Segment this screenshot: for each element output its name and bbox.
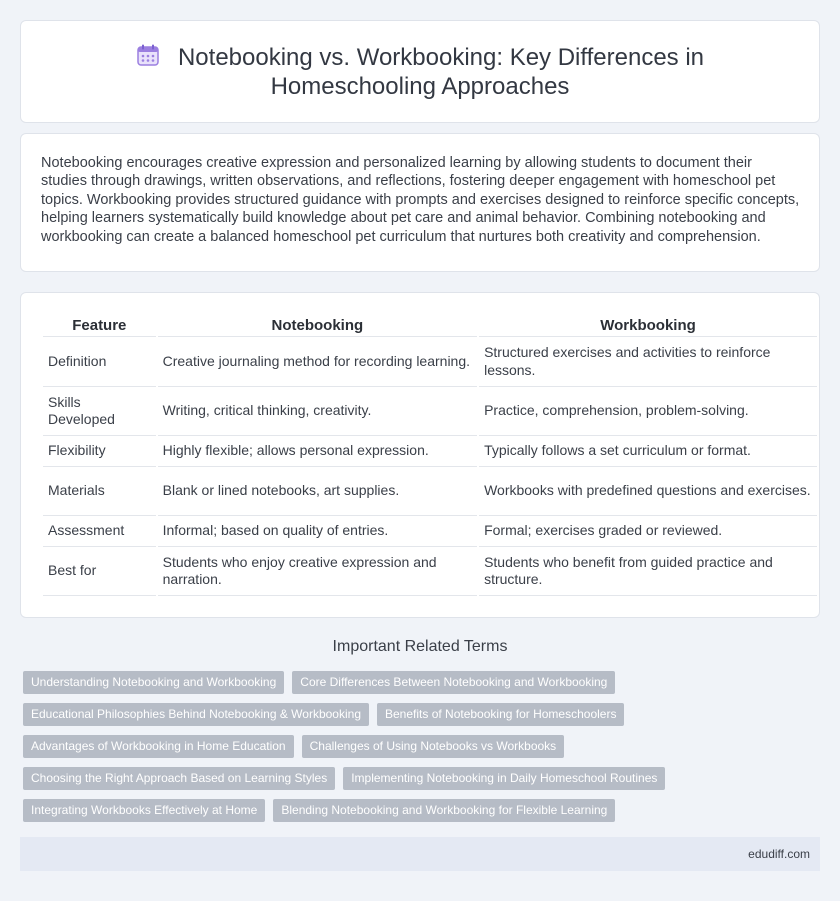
related-term-link[interactable]: Blending Notebooking and Workbooking for Flexible Learning [273, 799, 615, 822]
workbooking-cell: Practice, comprehension, problem-solving. [479, 387, 817, 436]
row-feature-cell: Best for [43, 547, 156, 596]
related-term-link[interactable]: Integrating Workbooks Effectively at Home [23, 799, 265, 822]
table-row [43, 547, 817, 596]
notebooking-cell: Informal; based on quality of entries. [158, 516, 477, 547]
footer-site-link[interactable]: edudiff.com [748, 847, 810, 861]
related-term-link[interactable]: Understanding Notebooking and Workbooking [23, 671, 284, 694]
notebooking-cell: Creative journaling method for recording learning. [158, 337, 477, 387]
column-header-notebooking: Notebooking [158, 315, 477, 337]
table-row [43, 337, 817, 387]
row-feature-cell: Flexibility [43, 436, 156, 467]
calendar-icon [136, 43, 160, 67]
footer-bar [20, 837, 820, 871]
column-header-workbooking: Workbooking [479, 315, 817, 337]
comparison-table-card [20, 292, 820, 618]
related-terms-list [23, 671, 723, 822]
related-terms-heading: Important Related Terms [332, 638, 508, 655]
table-header-row [43, 315, 817, 337]
intro-paragraph: Notebooking encourages creative expression and personalized learning by allowing students to document their studies through drawings, written observations, and reflections, fostering deeper engagement with homeschool pet topics. Workbooking provides structured guidance with prompts and exercises designed to reinforce specific concepts, helping learners systematically build knowledge about pet care and animal behavior. Combining notebooking and workbooking can create a balanced homeschool pet curriculum that nurtures both creativity and comprehension. [41, 155, 800, 245]
notebooking-cell: Writing, critical thinking, creativity. [158, 387, 477, 436]
table-row [43, 436, 817, 467]
row-feature-cell: Definition [43, 337, 156, 387]
workbooking-cell: Workbooks with predefined questions and exercises. [479, 467, 817, 516]
page-title-wrap [21, 43, 819, 101]
workbooking-cell: Students who benefit from guided practice and structure. [479, 547, 817, 596]
row-feature-cell: Materials [43, 467, 156, 516]
related-term-link[interactable]: Educational Philosophies Behind Notebooking & Workbooking [23, 703, 369, 726]
column-header-feature: Feature [43, 315, 156, 337]
related-term-link[interactable]: Core Differences Between Notebooking and Workbooking [292, 671, 615, 694]
table-row [43, 467, 817, 516]
related-term-link[interactable]: Challenges of Using Notebooks vs Workbooks [302, 735, 565, 758]
related-term-link[interactable]: Implementing Notebooking in Daily Homeschool Routines [343, 767, 665, 790]
page-title: Notebooking vs. Workbooking: Key Differences in Homeschooling Approaches [177, 44, 705, 100]
header-card [20, 20, 820, 123]
related-term-link[interactable]: Choosing the Right Approach Based on Learning Styles [23, 767, 335, 790]
intro-card [20, 133, 820, 272]
notebooking-cell: Highly flexible; allows personal expression. [158, 436, 477, 467]
notebooking-cell: Blank or lined notebooks, art supplies. [158, 467, 477, 516]
related-term-link[interactable]: Advantages of Workbooking in Home Education [23, 735, 294, 758]
row-feature-cell: Skills Developed [43, 387, 156, 436]
related-term-link[interactable]: Benefits of Notebooking for Homeschoolers [377, 703, 624, 726]
comparison-table [41, 315, 819, 596]
workbooking-cell: Structured exercises and activities to reinforce lessons. [479, 337, 817, 387]
table-row [43, 516, 817, 547]
notebooking-cell: Students who enjoy creative expression and narration. [158, 547, 477, 596]
table-row [43, 387, 817, 436]
workbooking-cell: Typically follows a set curriculum or format. [479, 436, 817, 467]
row-feature-cell: Assessment [43, 516, 156, 547]
workbooking-cell: Formal; exercises graded or reviewed. [479, 516, 817, 547]
